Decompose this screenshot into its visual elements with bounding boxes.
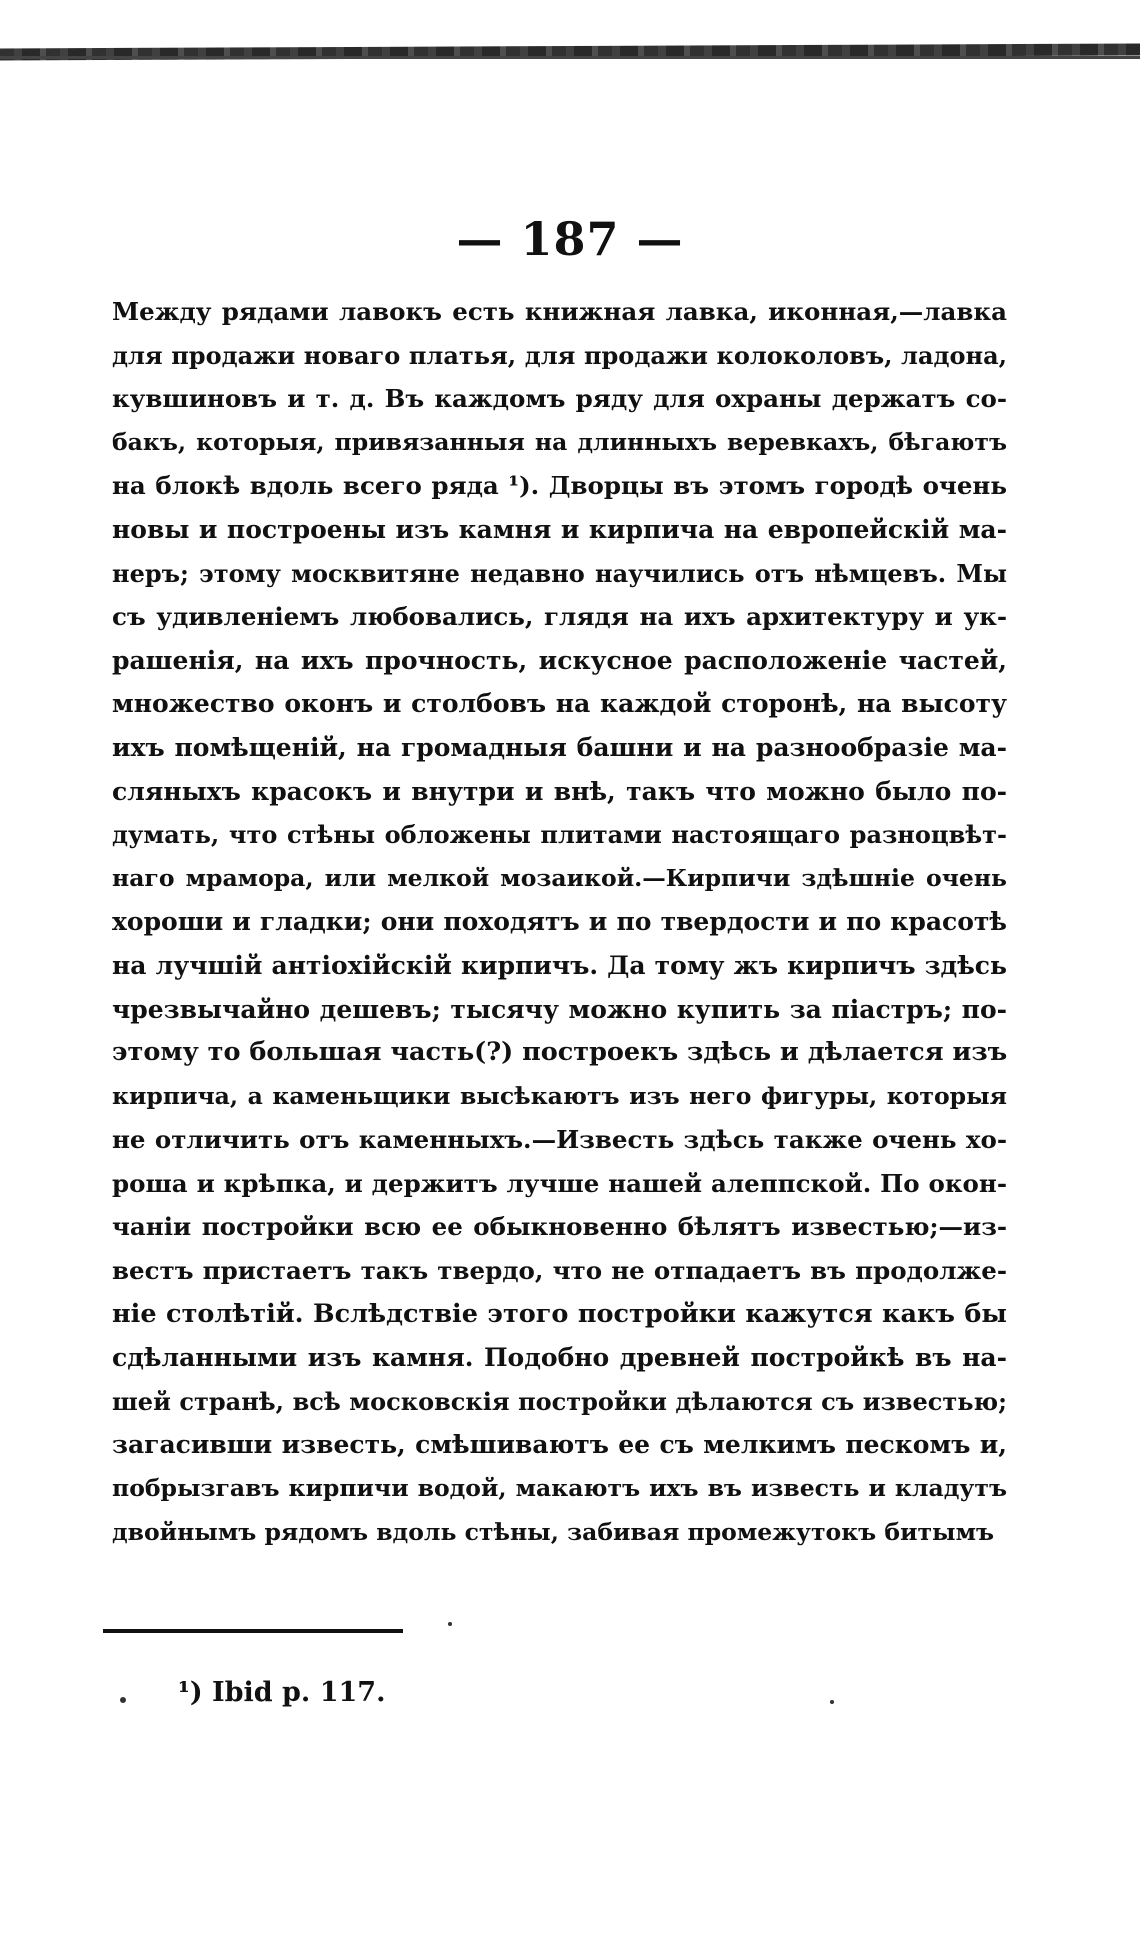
text-line: сляныхъ красокъ и внутри и внѣ, такъ что можно было по- bbox=[112, 776, 1007, 806]
text-line: кирпича, а каменьщики высѣкаютъ изъ него фигуры, которыя bbox=[112, 1081, 1007, 1110]
text-line: загасивши известь, смѣшиваютъ ее съ мелкимъ пескомъ и, bbox=[112, 1430, 1007, 1460]
text-line: новы и построены изъ камня и кирпича на европейскій ма- bbox=[112, 514, 1007, 544]
text-line: двойнымъ рядомъ вдоль стѣны, забивая промежутокъ битымъ bbox=[112, 1517, 995, 1546]
text-line: Между рядами лавокъ есть книжная лавка, иконная,—лавка bbox=[112, 297, 1007, 326]
text-line: съ удивленіемъ любовались, глядя на ихъ архитектуру и ук- bbox=[112, 602, 1007, 632]
text-line: кувшиновъ и т. д. Въ каждомъ ряду для охраны держатъ со- bbox=[112, 384, 1007, 414]
text-line: на лучшій антіохійскій кирпичъ. Да тому жъ кирпичъ здѣсь bbox=[112, 950, 1007, 980]
footnote: ¹) Ibid p. 117. bbox=[178, 1677, 386, 1708]
text-line: побрызгавъ кирпичи водой, макаютъ ихъ въ известь и кладутъ bbox=[112, 1474, 1007, 1503]
text-line: ніе столѣтій. Вслѣдствіе этого постройки кажутся какъ бы bbox=[112, 1298, 1007, 1329]
text-line: думать, что стѣны обложены плитами настоящаго разноцвѣт- bbox=[112, 820, 1007, 850]
text-line: хороши и гладки; они походятъ и по твердости и по красотѣ bbox=[112, 907, 1007, 937]
text-line: сдѣланными изъ камня. Подобно древней постройкѣ въ на- bbox=[112, 1343, 1007, 1373]
text-line: вестъ пристаетъ такъ твердо, что не отпадаетъ въ продолже- bbox=[112, 1256, 1007, 1286]
print-speck bbox=[120, 1697, 126, 1703]
text-line: рашенія, на ихъ прочность, искусное расположеніе частей, bbox=[112, 645, 1007, 675]
text-line: чрезвычайно дешевъ; тысячу можно купить за піастръ; по- bbox=[112, 994, 1007, 1024]
page-top-edge-line bbox=[0, 56, 1140, 59]
text-line: неръ; этому москвитяне недавно научились отъ нѣмцевъ. Мы bbox=[112, 558, 1007, 588]
footnote-rule bbox=[103, 1629, 403, 1633]
text-line: этому то большая часть(?) построекъ здѣсь и дѣлается изъ bbox=[112, 1037, 1008, 1068]
body-text bbox=[112, 290, 1007, 1554]
text-line: шей странѣ, всѣ московскія постройки дѣлаются съ известью; bbox=[112, 1386, 1007, 1416]
text-line: множество оконъ и столбовъ на каждой сторонѣ, на высоту bbox=[112, 689, 1007, 719]
text-line: роша и крѣпка, и держитъ лучше нашей алеппской. По окон- bbox=[112, 1168, 1007, 1198]
text-line: на блокѣ вдоль всего ряда ¹). Дворцы въ этомъ городѣ очень bbox=[112, 471, 1007, 501]
page-number: — 187 — bbox=[456, 212, 684, 266]
text-line: ихъ помѣщеній, на громадныя башни и на разнообразіе ма- bbox=[112, 732, 1007, 762]
text-line: для продажи новаго платья, для продажи колоколовъ, ладона, bbox=[112, 340, 1007, 370]
text-line: наго мрамора, или мелкой мозаикой.—Кирпичи здѣшніе очень bbox=[112, 863, 1007, 892]
print-speck bbox=[448, 1622, 452, 1626]
text-line: не отличить отъ каменныхъ.—Известь здѣсь также очень хо- bbox=[112, 1125, 1007, 1155]
text-line: чаніи постройки всю ее обыкновенно бѣлятъ известью;—из- bbox=[112, 1212, 1007, 1242]
print-speck bbox=[830, 1700, 834, 1704]
text-line: бакъ, которыя, привязанныя на длинныхъ веревкахъ, бѣгаютъ bbox=[112, 427, 1007, 456]
